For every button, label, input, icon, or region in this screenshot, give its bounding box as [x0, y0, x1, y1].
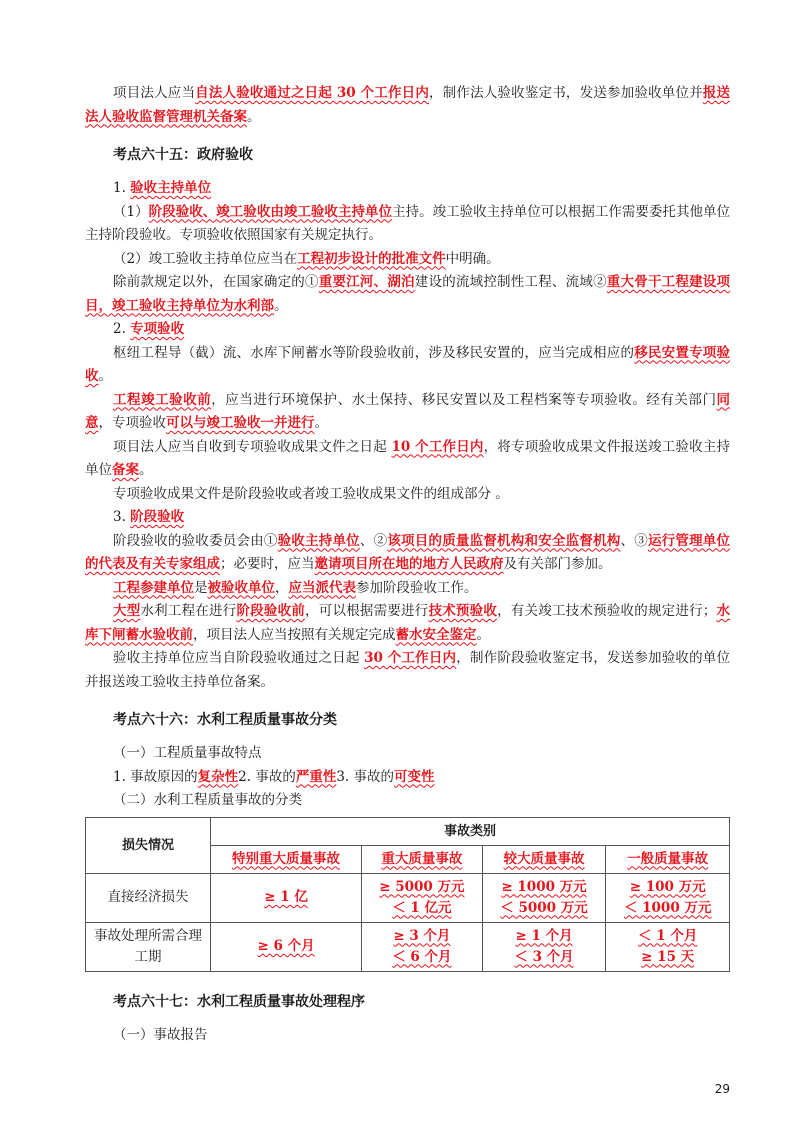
table-row: [86, 922, 730, 971]
section-heading-66: 考点六十六：水利工程质量事故分类: [113, 712, 337, 728]
highlight: 报送法人验收监督管理机关备案: [85, 85, 731, 125]
paragraph: 项目法人应当自收到专项验收成果文件之日起 10 个工作日内，将专项验收成果文件报送竣工验收主持单位备案。: [85, 438, 731, 478]
table-cell: ≥ 1000 万元 ＜ 5000 万元: [482, 873, 606, 922]
table-cell: ≥ 100 万元 ＜ 1000 万元: [606, 873, 730, 922]
table-cell: 事故处理所需合理工期: [86, 922, 211, 971]
paragraph: 大型水利工程在进行阶段验收前，可以根据需要进行技术预验收，有关竣工技术预验收的规定进行；水库下闸蓄水验收前，项目法人应当按照有关规定完成蓄水安全鉴定。: [85, 603, 731, 643]
highlight: 自法人验收通过之日起 30 个工作日内: [195, 85, 430, 101]
table-cell: 重大质量事故: [362, 845, 483, 873]
table-cell: ≥ 1 亿: [211, 873, 362, 922]
paragraph: 阶段验收的验收委员会由①验收主持单位、②该项目的质量监督机构和安全监督机构、③运行管理单位的代表及有关专家组成；必要时，应当邀请项目所在地的地方人民政府及有关部门参加。: [85, 532, 731, 572]
table-cell: ≥ 5000 万元 ＜ 1 亿元: [362, 873, 483, 922]
table-cell: ≥ 1 个月 ＜ 3 个月: [482, 922, 606, 971]
paragraph: （1）阶段验收、竣工验收由竣工验收主持单位主持。竣工验收主持单位可以根据工作需要委托其他单位主持阶段验收。专项验收依照国家有关规定执行。: [85, 203, 731, 243]
paragraph: 专项验收成果文件是阶段验收或者竣工验收成果文件的组成部分 。: [113, 485, 509, 502]
paragraph: 验收主持单位应当自阶段验收通过之日起 30 个工作日内，制作阶段验收鉴定书，发送参加验收的单位并报送竣工验收主持单位备案。: [85, 650, 731, 690]
table-header: 损失情况: [86, 817, 211, 873]
table-cell: ≥ 3 个月 ＜ 6 个月: [362, 922, 483, 971]
paragraph: 工程参建单位是被验收单位，应当派代表参加阶段验收工作。: [113, 579, 478, 596]
paragraph: 工程竣工验收前，应当进行环境保护、水土保持、移民安置以及工程档案等专项验收。经有关部门同意，专项验收可以与竣工验收一并进行。: [85, 391, 731, 431]
table-cell: 特别重大质量事故: [211, 845, 362, 873]
list-line: 1. 事故原因的复杂性2. 事故的严重性3. 事故的可变性: [113, 768, 435, 785]
table-cell: ≥ 6 个月: [211, 922, 362, 971]
paragraph: 除前款规定以外，在国家确定的①重要江河、湖泊建设的流域控制性工程、流域②重大骨干工程建设项目，竣工验收主持单位为水利部。: [85, 274, 731, 314]
list-line: （一）工程质量事故特点: [113, 745, 262, 761]
table-row: [86, 817, 730, 845]
table-header: 事故类别: [211, 817, 730, 845]
quality-accident-table: [85, 817, 730, 972]
page-number: 29: [714, 1082, 730, 1096]
list-line: （一）事故报告: [113, 1026, 208, 1043]
section-heading-65: 考点六十五：政府验收: [113, 147, 253, 163]
section-heading-67: 考点六十七：水利工程质量事故处理程序: [113, 993, 365, 1010]
paragraph: （2）竣工验收主持单位应当在工程初步设计的批准文件中明确。: [113, 250, 500, 267]
page-content: [85, 82, 730, 1047]
subheading-1: 1. 验收主持单位: [113, 180, 212, 196]
table-cell: ＜ 1 个月 ≥ 15 天: [606, 922, 730, 971]
list-line: （二）水利工程质量事故的分类: [113, 792, 302, 808]
table-cell: 一般质量事故: [606, 845, 730, 873]
table-cell: 直接经济损失: [86, 873, 211, 922]
paragraph: 枢纽工程导（截）流、水库下闸蓄水等阶段验收前，涉及移民安置的，应当完成相应的移民安置专项验收。: [85, 344, 730, 384]
table-cell: 较大质量事故: [482, 845, 606, 873]
table-row: [86, 873, 730, 922]
subheading-2: 2. 专项验收: [113, 321, 185, 337]
subheading-3: 3. 阶段验收: [113, 509, 185, 525]
paragraph-legal-person-acceptance: 项目法人应当自法人验收通过之日起 30 个工作日内，制作法人验收鉴定书，发送参加验收单位并报送法人验收监督管理机关备案。: [85, 85, 731, 125]
